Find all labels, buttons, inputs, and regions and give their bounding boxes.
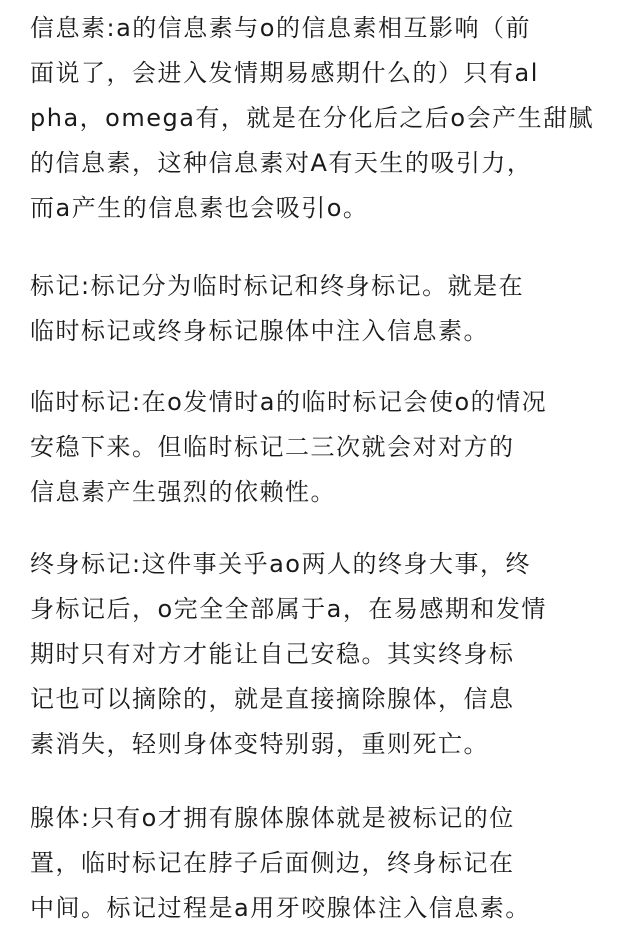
text-line: 素消失，轻则身体变特别弱，重则死亡。 (30, 730, 489, 758)
text-line: 腺体:只有o才拥有腺体腺体就是被标记的位 (30, 804, 515, 832)
document-body (30, 0, 615, 937)
paragraph-permanent-mark (30, 542, 547, 767)
text-line: 的信息素，这种信息素对A有天生的吸引力， (30, 149, 533, 177)
paragraph-temporary-mark (30, 380, 547, 515)
text-line: 临时标记或终身标记腺体中注入信息素。 (30, 317, 489, 345)
text-line: 终身标记:这件事关乎ao两人的终身大事，终 (30, 550, 531, 578)
text-line: 而a产生的信息素也会吸引o。 (30, 194, 369, 222)
text-line: 安稳下来。但临时标记二三次就会对对方的 (30, 433, 515, 461)
text-line: 标记:标记分为临时标记和终身标记。就是在 (30, 272, 525, 300)
text-line: pha，omega有，就是在分化后之后o会产生甜腻 (30, 104, 595, 132)
text-line: 置，临时标记在脖子后面侧边，终身标记在 (30, 849, 515, 877)
text-line: 中间。标记过程是a用牙咬腺体注入信息素。 (30, 894, 531, 922)
paragraph-gland (30, 796, 531, 931)
text-line: 面说了，会进入发情期易感期什么的）只有al (30, 59, 539, 87)
text-line: 临时标记:在o发情时a的临时标记会使o的情况 (30, 388, 548, 416)
text-line: 记也可以摘除的，就是直接摘除腺体，信息 (30, 685, 515, 713)
text-line: 信息素产生强烈的依赖性。 (30, 478, 336, 506)
text-line: 期时只有对方才能让自己安稳。其实终身标 (30, 640, 515, 668)
paragraph-mark (30, 264, 524, 354)
text-line: 身标记后，o完全全部属于a，在易感期和发情 (30, 595, 547, 623)
paragraph-pheromone (30, 6, 594, 231)
text-line: 信息素:a的信息素与o的信息素相互影响（前 (30, 14, 531, 42)
